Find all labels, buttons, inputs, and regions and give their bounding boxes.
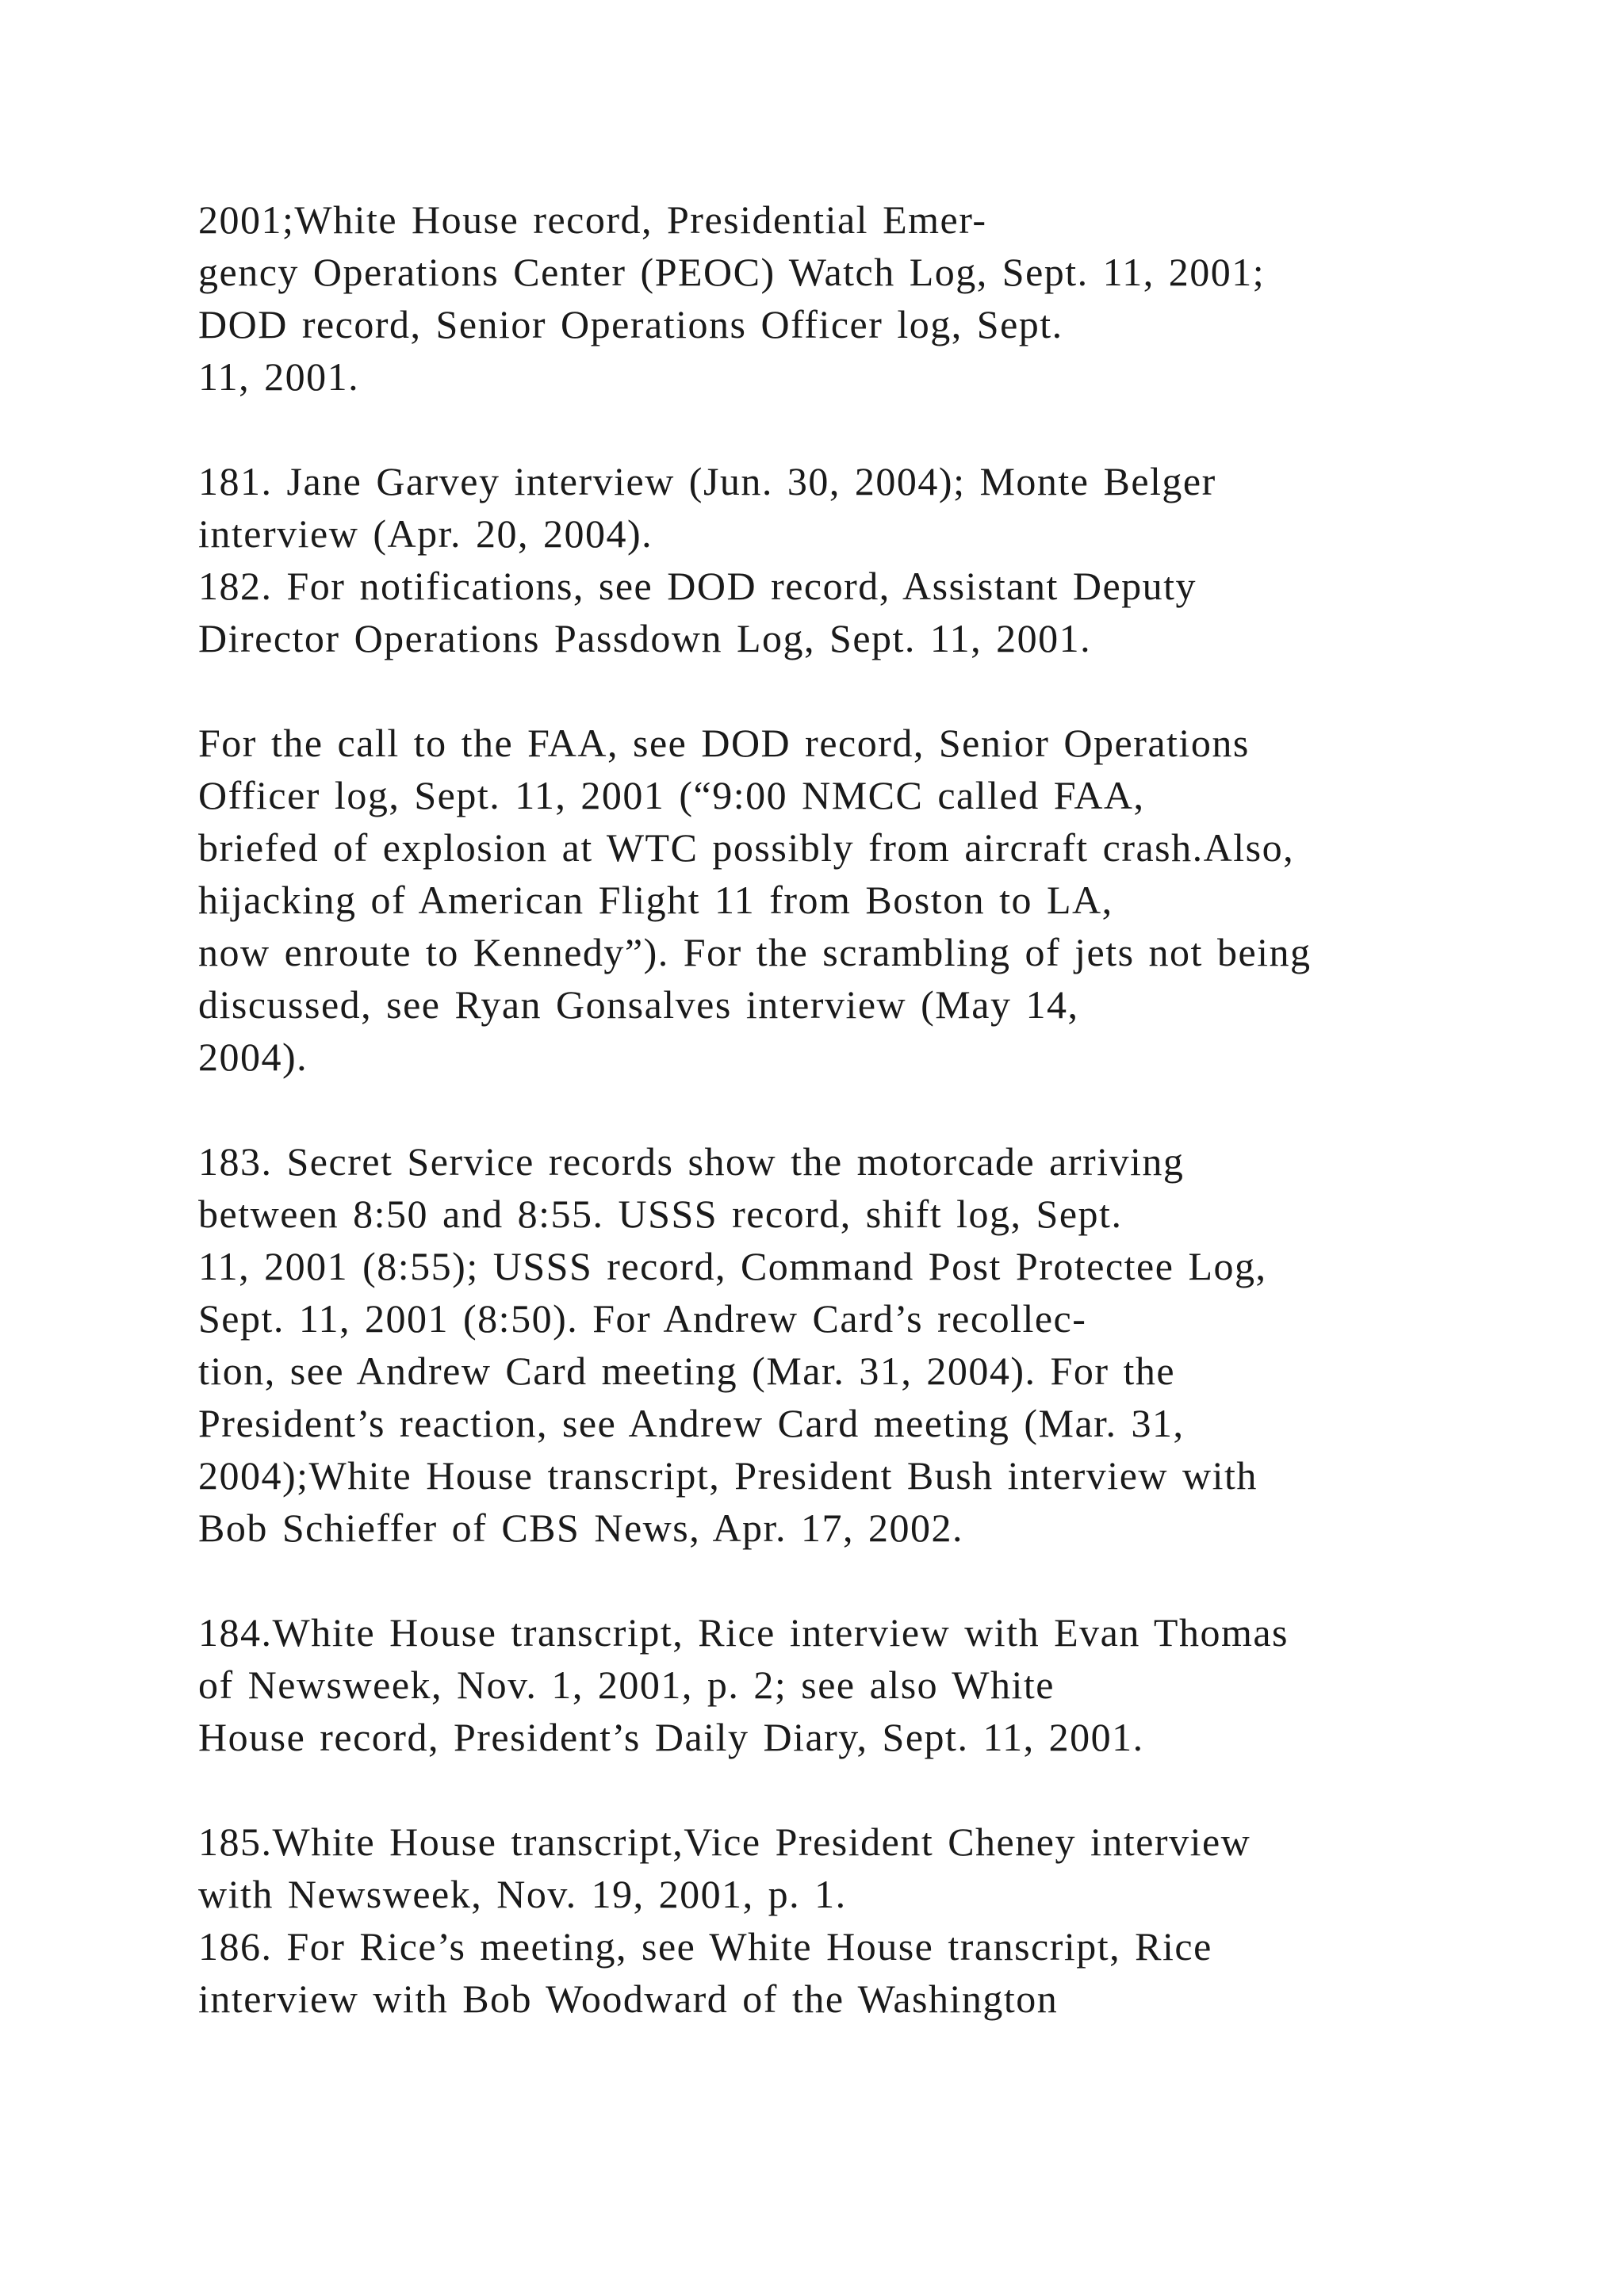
text-line: 181. Jane Garvey interview (Jun. 30, 2004); Monte Belger xyxy=(198,459,1216,503)
text-line: tion, see Andrew Card meeting (Mar. 31, 2004). For the xyxy=(198,1349,1176,1393)
text-line: House record, President’s Daily Diary, Sept. 11, 2001. xyxy=(198,1715,1144,1759)
paragraph xyxy=(198,193,1467,403)
text-line: interview (Apr. 20, 2004). xyxy=(198,511,653,556)
paragraph-spacer xyxy=(198,1083,1467,1135)
text-line: 186. For Rice’s meeting, see White House transcript, Rice xyxy=(198,1924,1212,1969)
text-line: Officer log, Sept. 11, 2001 (“9:00 NMCC called FAA, xyxy=(198,773,1145,817)
text-line: interview with Bob Woodward of the Washington xyxy=(198,1976,1059,2021)
text-line: Sept. 11, 2001 (8:50). For Andrew Card’s recollec- xyxy=(198,1296,1087,1341)
text-line: Bob Schieffer of CBS News, Apr. 17, 2002. xyxy=(198,1506,963,1550)
text-line: DOD record, Senior Operations Officer log, Sept. xyxy=(198,302,1063,346)
text-line: discussed, see Ryan Gonsalves interview (May 14, xyxy=(198,982,1079,1027)
paragraph xyxy=(198,717,1467,1083)
text-line: 2001;White House record, Presidential Emer- xyxy=(198,197,987,242)
paragraph-spacer xyxy=(198,1554,1467,1606)
document-body xyxy=(198,193,1467,2025)
paragraph xyxy=(198,455,1467,664)
text-line: 2004);White House transcript, President Bush interview with xyxy=(198,1453,1258,1498)
text-line: 2004). xyxy=(198,1035,308,1079)
paragraph xyxy=(198,1606,1467,1763)
paragraph-spacer xyxy=(198,1763,1467,1816)
text-line: Director Operations Passdown Log, Sept. 11, 2001. xyxy=(198,616,1092,660)
text-line: For the call to the FAA, see DOD record, Senior Operations xyxy=(198,721,1250,765)
paragraph xyxy=(198,1816,1467,2025)
text-line: President’s reaction, see Andrew Card meeting (Mar. 31, xyxy=(198,1401,1185,1445)
text-line: with Newsweek, Nov. 19, 2001, p. 1. xyxy=(198,1872,847,1916)
text-line: of Newsweek, Nov. 1, 2001, p. 2; see also White xyxy=(198,1663,1055,1707)
text-line: gency Operations Center (PEOC) Watch Log, Sept. 11, 2001; xyxy=(198,250,1266,294)
text-line: 11, 2001 (8:55); USSS record, Command Post Protectee Log, xyxy=(198,1244,1267,1288)
paragraph xyxy=(198,1135,1467,1554)
text-line: between 8:50 and 8:55. USSS record, shift log, Sept. xyxy=(198,1192,1123,1236)
text-line: hijacking of American Flight 11 from Boston to LA, xyxy=(198,878,1113,922)
paragraph-spacer xyxy=(198,664,1467,717)
text-line: briefed of explosion at WTC possibly from aircraft crash.Also, xyxy=(198,825,1295,870)
text-line: 183. Secret Service records show the motorcade arriving xyxy=(198,1139,1185,1184)
text-line: 11, 2001. xyxy=(198,354,360,399)
text-line: 182. For notifications, see DOD record, Assistant Deputy xyxy=(198,564,1197,608)
paragraph-spacer xyxy=(198,403,1467,455)
text-line: 185.White House transcript,Vice President Cheney interview xyxy=(198,1820,1251,1864)
text-line: now enroute to Kennedy”). For the scrambling of jets not being xyxy=(198,930,1312,974)
text-line: 184.White House transcript, Rice interview with Evan Thomas xyxy=(198,1610,1289,1655)
